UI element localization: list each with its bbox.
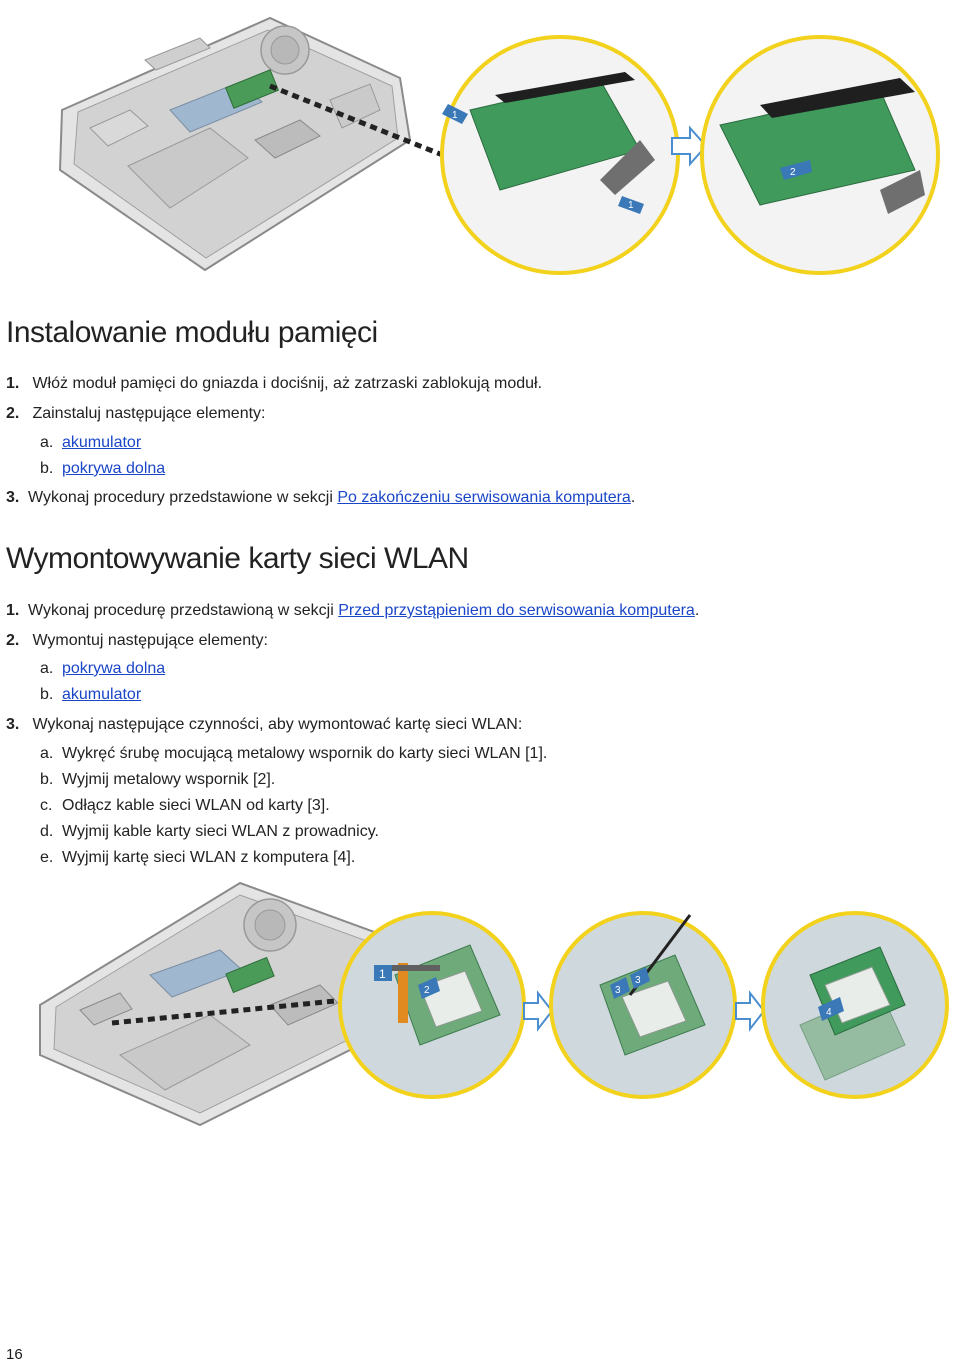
substep-letter: c.	[40, 797, 53, 814]
step-arrow	[524, 993, 552, 1029]
laptop-base-drawing	[60, 18, 410, 270]
substep-letter: b.	[40, 686, 54, 703]
svg-text:2: 2	[424, 985, 430, 996]
install-step-3	[6, 488, 635, 508]
remove-step-3	[6, 715, 522, 735]
step-number: 1.	[6, 375, 20, 392]
step-text: Włóż moduł pamięci do gniazda i dociśnij, aż zatrzaski zablokują moduł.	[32, 375, 543, 392]
wlan-detail-callout-2	[551, 913, 735, 1097]
svg-text:2: 2	[790, 167, 796, 178]
step-text: Zainstaluj następujące elementy:	[32, 405, 266, 422]
link-akumulator[interactable]: akumulator	[62, 434, 142, 451]
svg-text:1: 1	[628, 200, 634, 211]
svg-text:1: 1	[452, 110, 458, 121]
install-step-2	[6, 404, 265, 424]
svg-text:3: 3	[615, 985, 621, 996]
remove-step-3c	[40, 796, 330, 816]
wlan-detail-callout-3	[763, 913, 947, 1097]
link-after-service[interactable]: Po zakończeniu serwisowania komputera	[337, 489, 631, 506]
remove-step-3d	[40, 822, 379, 842]
install-step-2a	[40, 433, 141, 453]
step-text-end: .	[694, 602, 700, 619]
step-text: Wykonaj następujące czynności, aby wymontować kartę sieci WLAN:	[32, 716, 523, 733]
svg-text:1: 1	[379, 967, 386, 981]
substep-letter: a.	[40, 660, 54, 677]
callout-1	[374, 965, 392, 981]
substep-text: Wykręć śrubę mocującą metalowy wspornik do karty sieci WLAN [1].	[62, 745, 548, 762]
link-before-service[interactable]: Przed przystąpieniem do serwisowania komputera	[338, 602, 695, 619]
step-number: 2.	[6, 405, 20, 422]
step-text: Wykonaj procedurę przedstawioną w sekcji	[28, 602, 339, 619]
substep-text: Wyjmij kable karty sieci WLAN z prowadnicy.	[62, 823, 379, 840]
svg-text:4: 4	[826, 1007, 832, 1018]
remove-step-3b	[40, 770, 275, 790]
substep-letter: e.	[40, 849, 54, 866]
svg-text:3: 3	[635, 975, 641, 986]
memory-detail-callout	[442, 37, 678, 273]
section-title-install-memory: Instalowanie modułu pamięci	[6, 316, 378, 349]
install-step-1	[6, 374, 542, 394]
substep-letter: d.	[40, 823, 54, 840]
remove-step-2b	[40, 685, 141, 705]
substep-text: Wyjmij metalowy wspornik [2].	[62, 771, 276, 788]
substep-letter: b.	[40, 460, 54, 477]
step-text-end: .	[630, 489, 636, 506]
step-number: 1.	[6, 602, 20, 619]
remove-step-1	[6, 601, 699, 621]
install-step-2b	[40, 459, 165, 479]
remove-step-2	[6, 631, 268, 651]
wlan-detail-callout-1	[340, 913, 524, 1097]
substep-text: Wyjmij kartę sieci WLAN z komputera [4].	[62, 849, 356, 866]
link-pokrywa-dolna[interactable]: pokrywa dolna	[62, 660, 166, 677]
substep-letter: b.	[40, 771, 54, 788]
step-number: 3.	[6, 489, 20, 506]
remove-step-3e	[40, 848, 355, 868]
link-akumulator[interactable]: akumulator	[62, 686, 142, 703]
step-text: Wymontuj następujące elementy:	[32, 632, 268, 649]
step-number: 3.	[6, 716, 20, 733]
substep-letter: a.	[40, 745, 54, 762]
memory-slide-out-callout	[702, 37, 938, 273]
substep-letter: a.	[40, 434, 54, 451]
remove-step-2a	[40, 659, 165, 679]
wlan-removal-illustration	[0, 875, 960, 1135]
section-title-remove-wlan: Wymontowywanie karty sieci WLAN	[6, 542, 469, 575]
substep-text: Odłącz kable sieci WLAN od karty [3].	[62, 797, 330, 814]
step-number: 2.	[6, 632, 20, 649]
step-text: Wykonaj procedury przedstawione w sekcji	[28, 489, 338, 506]
memory-removal-illustration	[0, 0, 960, 300]
remove-step-3a	[40, 744, 547, 764]
page-number: 16	[6, 1346, 23, 1363]
step-arrow	[736, 993, 764, 1029]
link-pokrywa-dolna[interactable]: pokrywa dolna	[62, 460, 166, 477]
